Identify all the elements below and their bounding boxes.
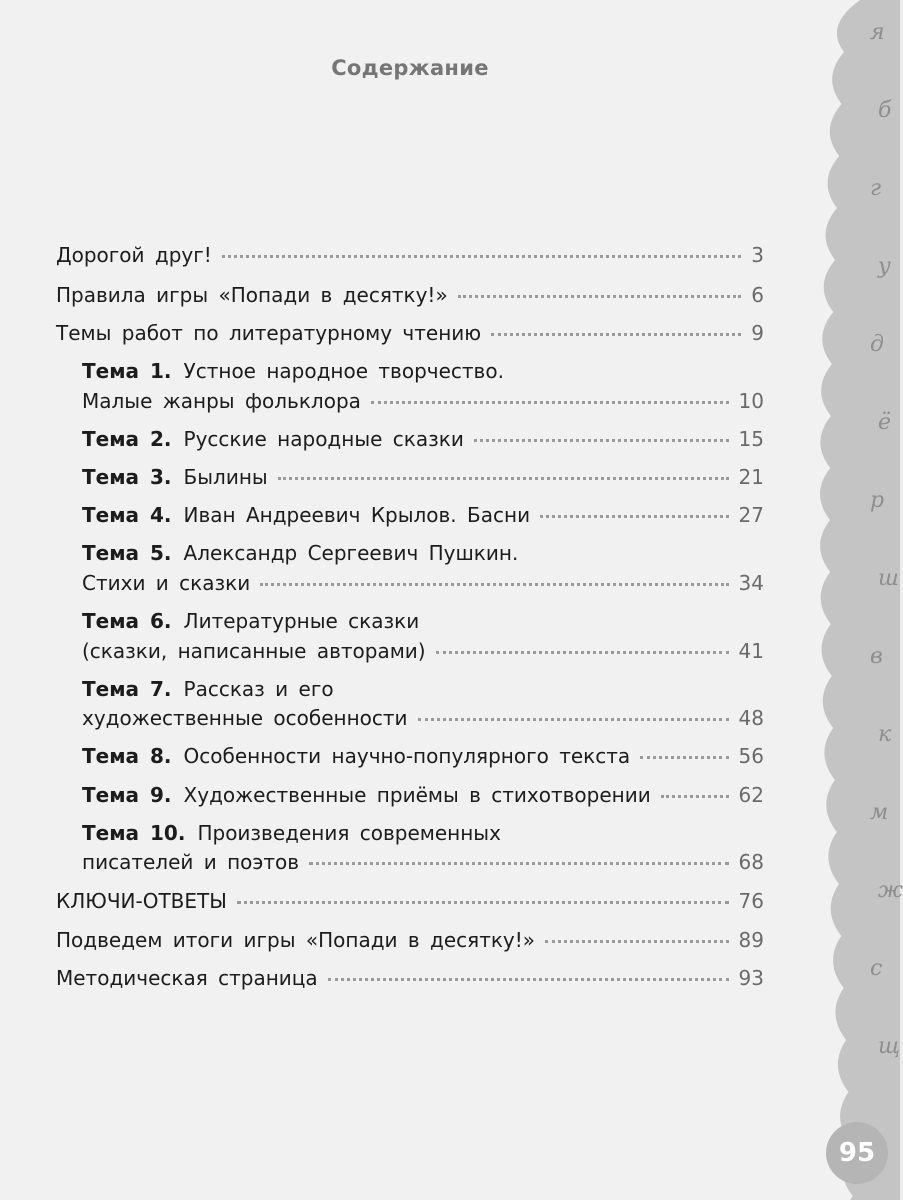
decor-letter: щ	[878, 1034, 901, 1059]
topic-number: Тема 10.	[82, 821, 186, 845]
dot-leader	[328, 978, 729, 981]
toc-topic-entry[interactable]	[82, 570, 764, 596]
topic-title: Особенности научно-популярного текста	[183, 744, 631, 768]
topic-title: Иван Андреевич Крылов. Басни	[183, 503, 531, 527]
topic-title-cont: Стихи и сказки	[82, 571, 251, 595]
topic-number: Тема 2.	[82, 427, 172, 451]
toc-page-number: 27	[738, 503, 764, 527]
toc-page-number: 21	[738, 465, 764, 489]
toc-topic-entry[interactable]	[82, 705, 764, 731]
topic-number: Тема 4.	[82, 503, 172, 527]
scallop-shape	[800, 0, 900, 1200]
topic-title-line	[82, 540, 518, 566]
topic-title-line	[82, 608, 419, 634]
dot-leader	[222, 255, 741, 258]
toc-entry[interactable]	[56, 888, 764, 914]
page-title: Содержание	[331, 56, 489, 80]
topic-title: Былины	[183, 465, 268, 489]
topic-title-cont: писателей и поэтов	[82, 850, 300, 874]
toc-page-number: 15	[738, 427, 764, 451]
topic-title: Александр Сергеевич Пушкин.	[183, 541, 519, 565]
toc-entry-label: Правила игры «Попади в десятку!»	[56, 283, 448, 307]
toc-entry[interactable]	[56, 965, 764, 991]
decor-letter: ж	[878, 878, 903, 903]
topic-title: Произведения современных	[197, 821, 501, 845]
topic-title-cont: (сказки, написанные авторами)	[82, 639, 426, 663]
toc-entry[interactable]	[56, 320, 764, 346]
toc-topic-entry[interactable]	[82, 502, 764, 528]
dot-leader	[474, 439, 729, 442]
dot-leader	[309, 862, 729, 865]
topic-number: Тема 1.	[82, 359, 172, 383]
toc-entry-label: Темы работ по литературному чтению	[56, 321, 482, 345]
dot-leader	[418, 718, 729, 721]
decor-letter: р	[870, 488, 885, 513]
decor-letter: у	[878, 254, 891, 279]
decor-letter: ё	[878, 410, 892, 435]
topic-number: Тема 6.	[82, 609, 172, 633]
topic-title: Устное народное творчество.	[183, 359, 504, 383]
dot-leader	[458, 295, 742, 298]
decor-letter: я	[870, 20, 885, 45]
toc-page-number: 10	[738, 389, 764, 413]
topic-title: Рассказ и его	[183, 677, 334, 701]
toc-page-number: 41	[738, 639, 764, 663]
toc-page-number: 34	[738, 571, 764, 595]
toc-page-number: 76	[738, 889, 764, 913]
toc-entry-label: Дорогой друг!	[56, 243, 212, 267]
decor-letter: б	[878, 98, 892, 123]
topic-number: Тема 9.	[82, 783, 172, 807]
dot-leader	[545, 940, 729, 943]
dot-leader	[260, 583, 728, 586]
dot-leader	[237, 901, 729, 904]
topic-title: Литературные сказки	[183, 609, 420, 633]
topic-number: Тема 8.	[82, 744, 172, 768]
toc-entry-label: Методическая страница	[56, 966, 318, 990]
toc-topic-entry[interactable]	[82, 464, 764, 490]
topic-number: Тема 7.	[82, 677, 172, 701]
toc-topic-entry[interactable]	[82, 426, 764, 452]
topic-title: Русские народные сказки	[183, 427, 464, 451]
decorative-margin	[800, 0, 903, 1200]
toc-page-number: 62	[738, 783, 764, 807]
toc-entry[interactable]	[56, 282, 764, 308]
toc-topic-entry[interactable]	[82, 388, 764, 414]
topic-title-cont: художественные особенности	[82, 706, 408, 730]
toc-topic-entry[interactable]	[82, 849, 764, 875]
toc-page-number: 68	[738, 850, 764, 874]
toc-topic-entry[interactable]	[82, 782, 764, 808]
decor-letter: г	[870, 176, 882, 201]
dot-leader	[436, 651, 729, 654]
dot-leader	[640, 756, 728, 759]
toc-topic-entry[interactable]	[82, 743, 764, 769]
topic-number: Тема 3.	[82, 465, 172, 489]
toc-page-number: 3	[751, 243, 764, 267]
topic-title-cont: Малые жанры фольклора	[82, 389, 361, 413]
dot-leader	[371, 401, 729, 404]
toc-page-number: 6	[751, 283, 764, 307]
dot-leader	[278, 477, 729, 480]
topic-title-line	[82, 676, 334, 702]
topic-title: Художественные приёмы в стихотворении	[183, 783, 651, 807]
toc-page-number: 48	[738, 706, 764, 730]
topic-title-line	[82, 820, 501, 846]
toc-entry-label: Подведем итоги игры «Попади в десятку!»	[56, 928, 536, 952]
decor-letter: с	[870, 956, 883, 981]
dot-leader	[540, 515, 728, 518]
toc-page-number: 93	[738, 966, 764, 990]
toc-entry-label: КЛЮЧИ-ОТВЕТЫ	[56, 889, 227, 913]
toc-page-number: 9	[751, 321, 764, 345]
decor-letter: м	[870, 800, 889, 825]
dot-leader	[661, 795, 729, 798]
decor-letter: ш	[878, 566, 899, 591]
toc-page-number: 89	[738, 928, 764, 952]
toc-page-number: 56	[738, 744, 764, 768]
topic-title-line	[82, 358, 504, 384]
toc-entry[interactable]	[56, 927, 764, 953]
decor-letter: в	[870, 644, 883, 669]
decor-letter: д	[870, 332, 884, 357]
dot-leader	[491, 333, 741, 336]
topic-number: Тема 5.	[82, 541, 172, 565]
page-number-badge: 95	[826, 1122, 888, 1184]
toc-entry[interactable]	[56, 242, 764, 268]
toc-topic-entry[interactable]	[82, 638, 764, 664]
decor-letter: к	[878, 722, 892, 747]
